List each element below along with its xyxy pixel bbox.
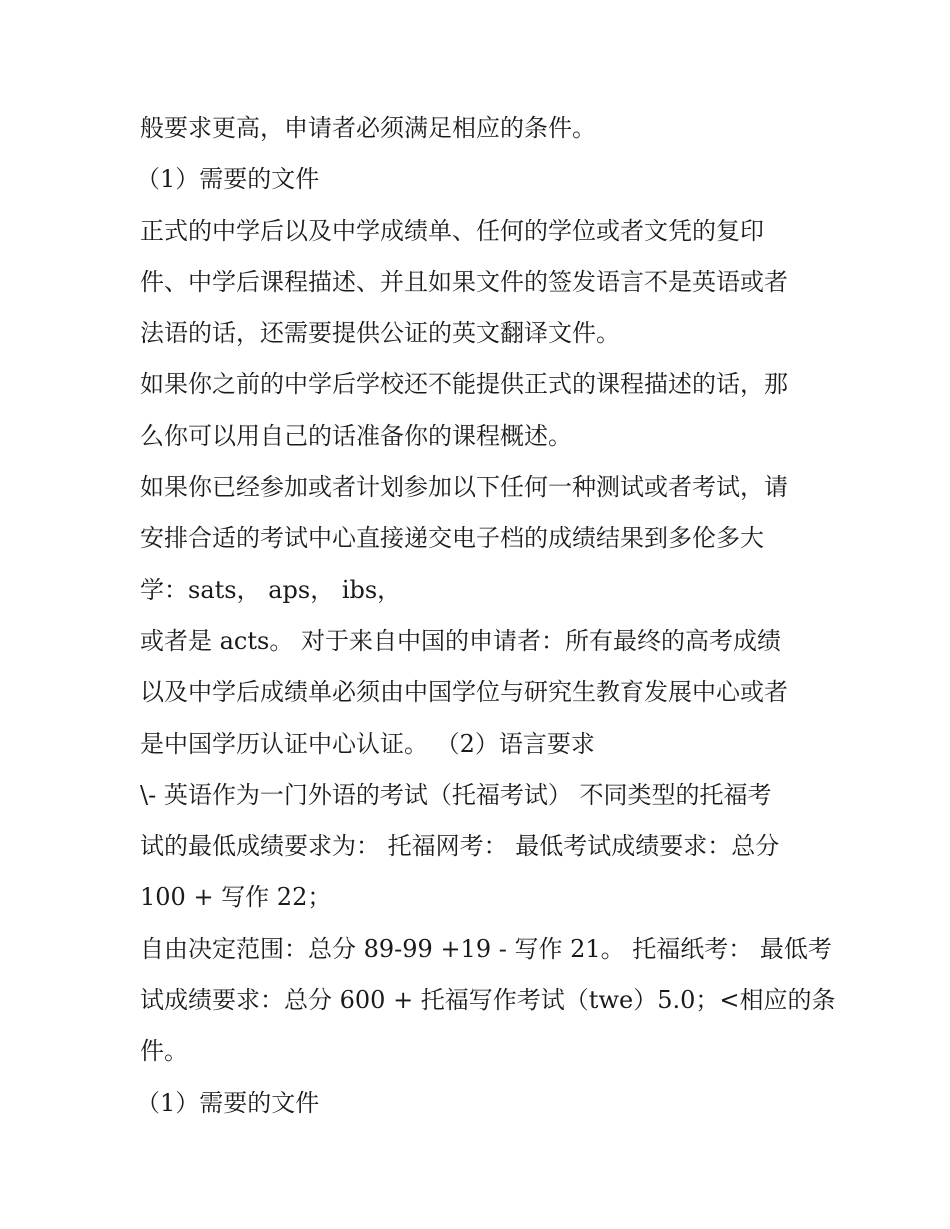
- text-line: 般要求更高，申请者必须满足相应的条件。: [140, 114, 596, 142]
- text-line: 正式的中学后以及中学成绩单、任何的学位或者文凭的复印: [140, 216, 764, 245]
- text-line: 自由决定范围：总分 89-99 +19 - 写作 21。 托福纸考： 最低考: [140, 934, 832, 963]
- text-line: \- 英语作为一门外语的考试（托福考试） 不同类型的托福考: [140, 780, 772, 809]
- text-line: 如果你已经参加或者计划参加以下任何一种测试或者考试，请: [140, 473, 788, 502]
- text-line: 件、中学后课程描述、并且如果文件的签发语言不是英语或者: [140, 267, 788, 296]
- text-line: 100 + 写作 22；: [140, 883, 332, 912]
- text-line: 安排合适的考试中心直接递交电子档的成绩结果到多伦多大: [140, 524, 764, 553]
- text-line: 试的最低成绩要求为： 托福网考： 最低考试成绩要求：总分: [140, 832, 780, 861]
- section-heading: （1）需要的文件: [136, 1088, 320, 1117]
- text-line: 以及中学后成绩单必须由中国学位与研究生教育发展中心或者: [140, 678, 788, 707]
- text-line: 法语的话，还需要提供公证的英文翻译文件。: [140, 319, 620, 348]
- text-line: 试成绩要求：总分 600 + 托福写作考试（twe）5.0；<相应的条: [140, 986, 836, 1015]
- text-line: 或者是 acts。 对于来自中国的申请者：所有最终的高考成绩: [140, 626, 781, 655]
- text-line: 学：sats， aps， ibs，: [140, 575, 402, 604]
- text-line: 是中国学历认证中心认证。 （2）语言要求: [140, 729, 595, 758]
- text-line: 件。: [140, 1037, 188, 1066]
- text-line: 么你可以用自己的话准备你的课程概述。: [140, 421, 572, 450]
- text-line: 如果你之前的中学后学校还不能提供正式的课程描述的话，那: [140, 370, 788, 399]
- body-text: [136, 103, 836, 1129]
- section-heading: （1）需要的文件: [136, 165, 320, 194]
